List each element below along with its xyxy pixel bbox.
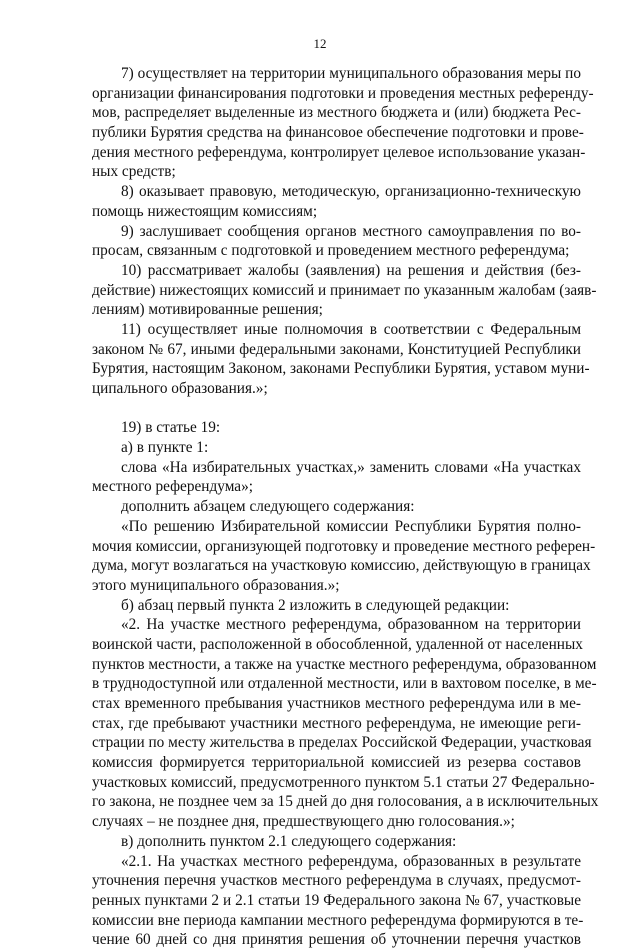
page-number: 12 [313, 36, 327, 51]
text-line: случаях – не позднее дня, предшествующего дню голосования.»; [92, 813, 515, 831]
text-line: публики Бурятия средства на финансовое обеспечение подготовки и прове- [92, 124, 584, 142]
text-line: ных средств; [92, 163, 176, 181]
text-line: комиссии вне периода кампании местного референдума формируются в те- [92, 911, 584, 929]
text-line: 9) заслушивает сообщения органов местного самоуправления по во- [121, 222, 581, 240]
text-line: чение 60 дней со дня принятия решения об уточнении перечня участков [92, 931, 581, 949]
text-line: мов, распределяет выделенные из местного бюджета и (или) бюджета Рес- [92, 104, 581, 122]
text-line: 11) осуществляет иные полномочия в соответствии с Федеральным [121, 320, 581, 338]
text-line: Бурятия, настоящим Законом, законами Республики Бурятия, уставом муни- [92, 360, 590, 378]
text-line: ренных пунктами 2 и 2.1 статьи 19 Федерального закона № 67, участковые [92, 891, 581, 909]
text-line: а) в пункте 1: [121, 439, 209, 457]
paragraph-gap [92, 399, 581, 419]
text-line: 7) осуществляет на территории муниципального образования меры по [121, 65, 581, 82]
text-line: дума, могут возлагаться на участковую комиссию, действующую в границах [92, 557, 591, 575]
text-line: уточнения перечня участков местного референдума в случаях, предусмот- [92, 872, 581, 890]
text-line: 10) рассматривает жалобы (заявления) на решения и действия (без- [121, 261, 581, 279]
text-line: в) дополнить пунктом 2.1 следующего содержания: [121, 832, 457, 850]
text-line: пунктов местности, а также на участке местного референдума, образованном [92, 655, 597, 673]
text-line: просам, связанным с подготовкой и проведением местного референдума; [92, 242, 570, 260]
text-line: стах, где пребывают участники местного референдума, не имеющие реги- [92, 714, 581, 732]
text-line: го закона, не позднее чем за 15 дней до дня голосования, а в исключительных [92, 793, 599, 811]
text-line: 19) в статье 19: [121, 419, 221, 437]
text-line: ципального образования.»; [92, 380, 268, 397]
text-line: воинской части, расположенной в обособленной, удаленной от населенных [92, 635, 583, 653]
text-line: дения местного референдума, контролирует целевое использование указан- [92, 143, 586, 161]
text-line: действие) нижестоящих комиссий и принимает по указанным жалобам (заяв- [92, 281, 597, 299]
text-line: комиссия формируется территориальной комиссией из резерва составов [92, 754, 581, 772]
text-line: дополнить абзацем следующего содержания: [121, 498, 415, 516]
document-body [92, 64, 599, 950]
text-line: законом № 67, иными федеральными законами, Конституцией Республики [92, 340, 581, 358]
text-line: этого муниципального образования.»; [92, 576, 340, 594]
text-line: местного референдума»; [92, 478, 253, 496]
text-line: страции по месту жительства в пределах Российской Федерации, участковая [92, 734, 592, 752]
text-line: организации финансирования подготовки и проведения местных референду- [92, 84, 594, 102]
text-line: «2.1. На участках местного референдума, образованных в результате [121, 852, 581, 870]
text-line: лениям) мотивированные решения; [92, 301, 323, 319]
text-line: помощь нижестоящим комиссиям; [92, 202, 318, 220]
text-line: мочия комиссии, организующей подготовку и проведение местного референ- [92, 537, 596, 555]
text-line: б) абзац первый пункта 2 изложить в следующей редакции: [121, 596, 510, 614]
text-line: 8) оказывает правовую, методическую, организационно-техническую [121, 183, 581, 201]
text-line: «По решению Избирательной комиссии Республики Бурятия полно- [121, 517, 581, 535]
text-line: стах временного пребывания участников местного референдума или в ме- [92, 695, 581, 712]
text-line: слова «На избирательных участках,» заменить словами «На участках [121, 458, 581, 476]
text-line: «2. На участке местного референдума, образованном на территории [121, 616, 581, 634]
text-line: участковых комиссий, предусмотренного пунктом 5.1 статьи 27 Федерально- [92, 773, 595, 791]
text-line: в труднодоступной или отдаленной местности, или в вахтовом поселке, в ме- [92, 675, 597, 693]
